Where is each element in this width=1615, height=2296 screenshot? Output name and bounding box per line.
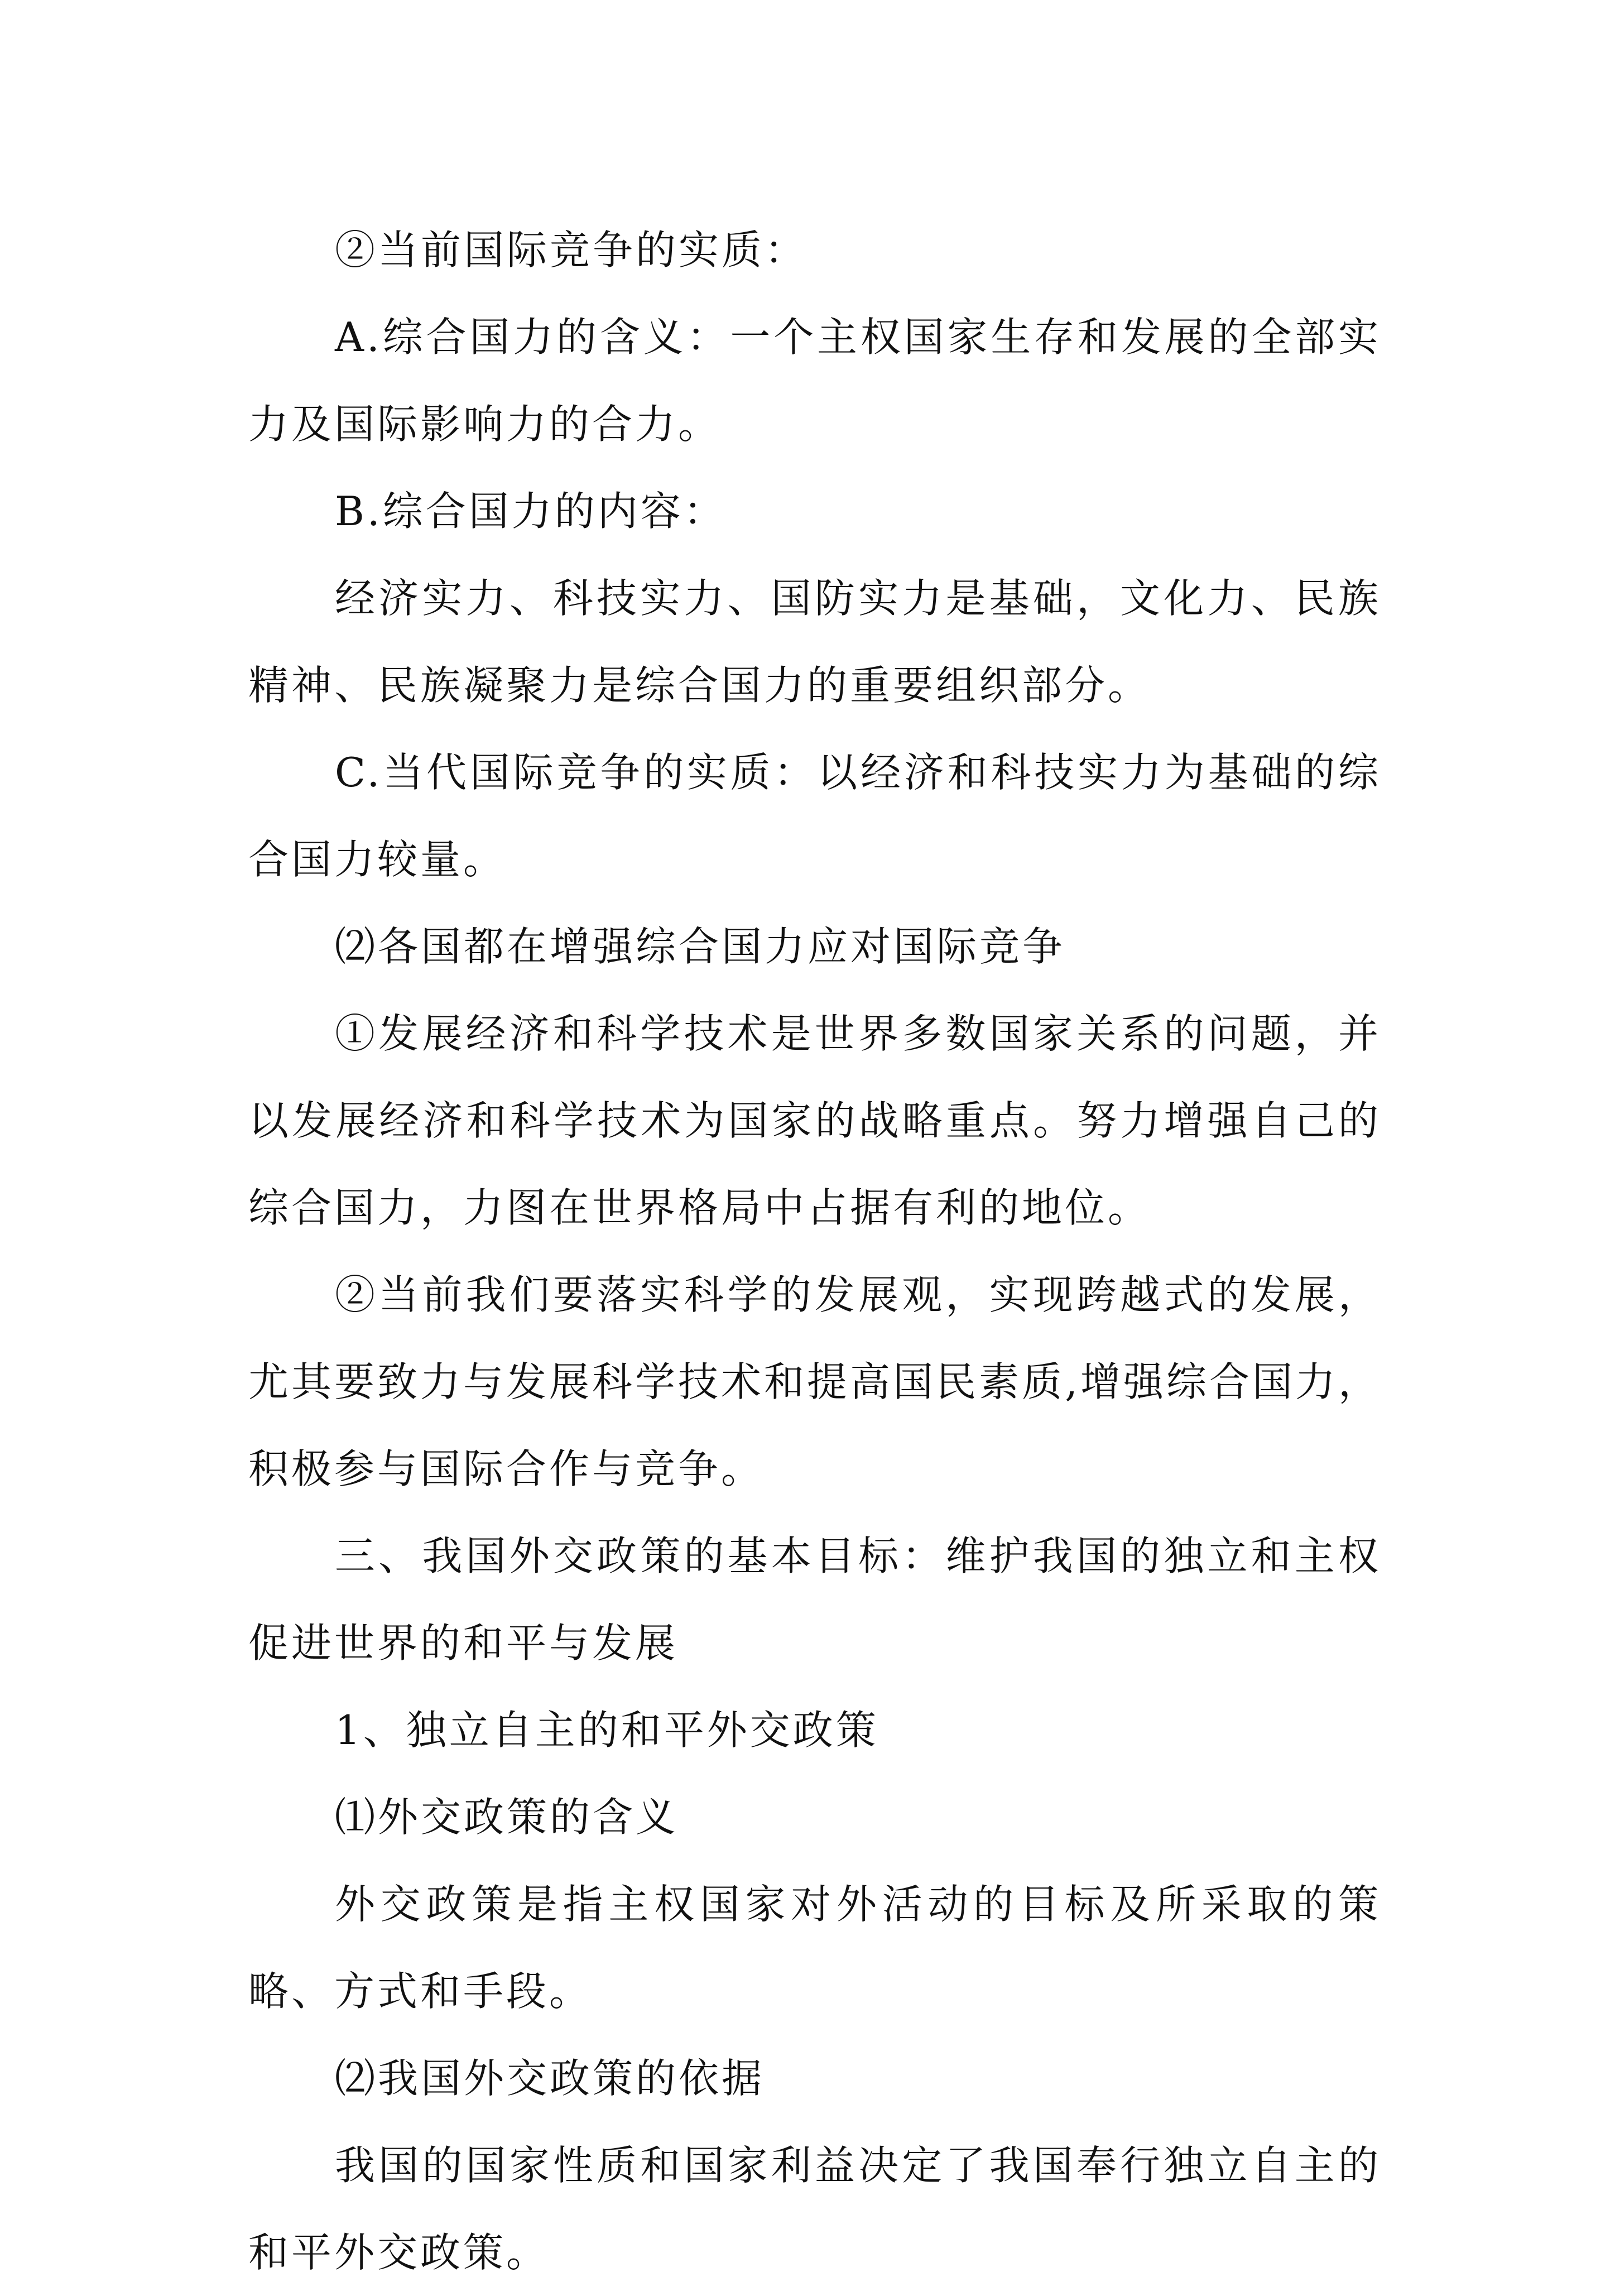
paragraph-national-power-definition: A.综合国力的含义：一个主权国家生存和发展的全部实力及国际影响力的合力。 — [248, 314, 1381, 448]
paragraph-economy-technology: ①发展经济和科学技术是世界多数国家关系的问题，并以发展经济和科学技术为国家的战略重点。努力增强自己的综合国力，力图在世界格局中占据有利的地位。 — [248, 1010, 1381, 1231]
paragraph-competition-essence: C.当代国际竞争的实质：以经济和科技实力为基础的综合国力较量。 — [248, 749, 1381, 883]
paragraph-foreign-policy-goal: 三、我国外交政策的基本目标：维护我国的独立和主权促进世界的和平与发展 — [248, 1533, 1381, 1666]
paragraph-policy-meaning: 外交政策是指主权国家对外活动的目标及所采取的策略、方式和手段。 — [248, 1881, 1381, 2015]
paragraph-national-power-content-heading: B.综合国力的内容： — [335, 488, 727, 535]
document-body — [248, 206, 1381, 2296]
paragraph-section-2-heading: ⑵各国都在增强综合国力应对国际竞争 — [335, 923, 1066, 970]
paragraph-policy-basis: 我国的国家性质和国家利益决定了我国奉行独立自主的和平外交政策。 — [248, 2142, 1381, 2276]
paragraph-national-power-content: 经济实力、科技实力、国防实力是基础，文化力、民族精神、民族凝聚力是综合国力的重要组织部分。 — [248, 575, 1381, 709]
paragraph-essence-heading: ②当前国际竞争的实质： — [335, 227, 808, 273]
paragraph-development-outlook: ②当前我们要落实科学的发展观，实现跨越式的发展，尤其要致力与发展科学技术和提高国民素质,增强综合国力，积极参与国际合作与竞争。 — [248, 1271, 1381, 1492]
paragraph-policy-meaning-heading: ⑴外交政策的含义 — [335, 1794, 679, 1841]
paragraph-policy-basis-heading: ⑵我国外交政策的依据 — [335, 2055, 765, 2102]
paragraph-independent-policy-heading: 1、独立自主的和平外交政策 — [335, 1707, 879, 1754]
